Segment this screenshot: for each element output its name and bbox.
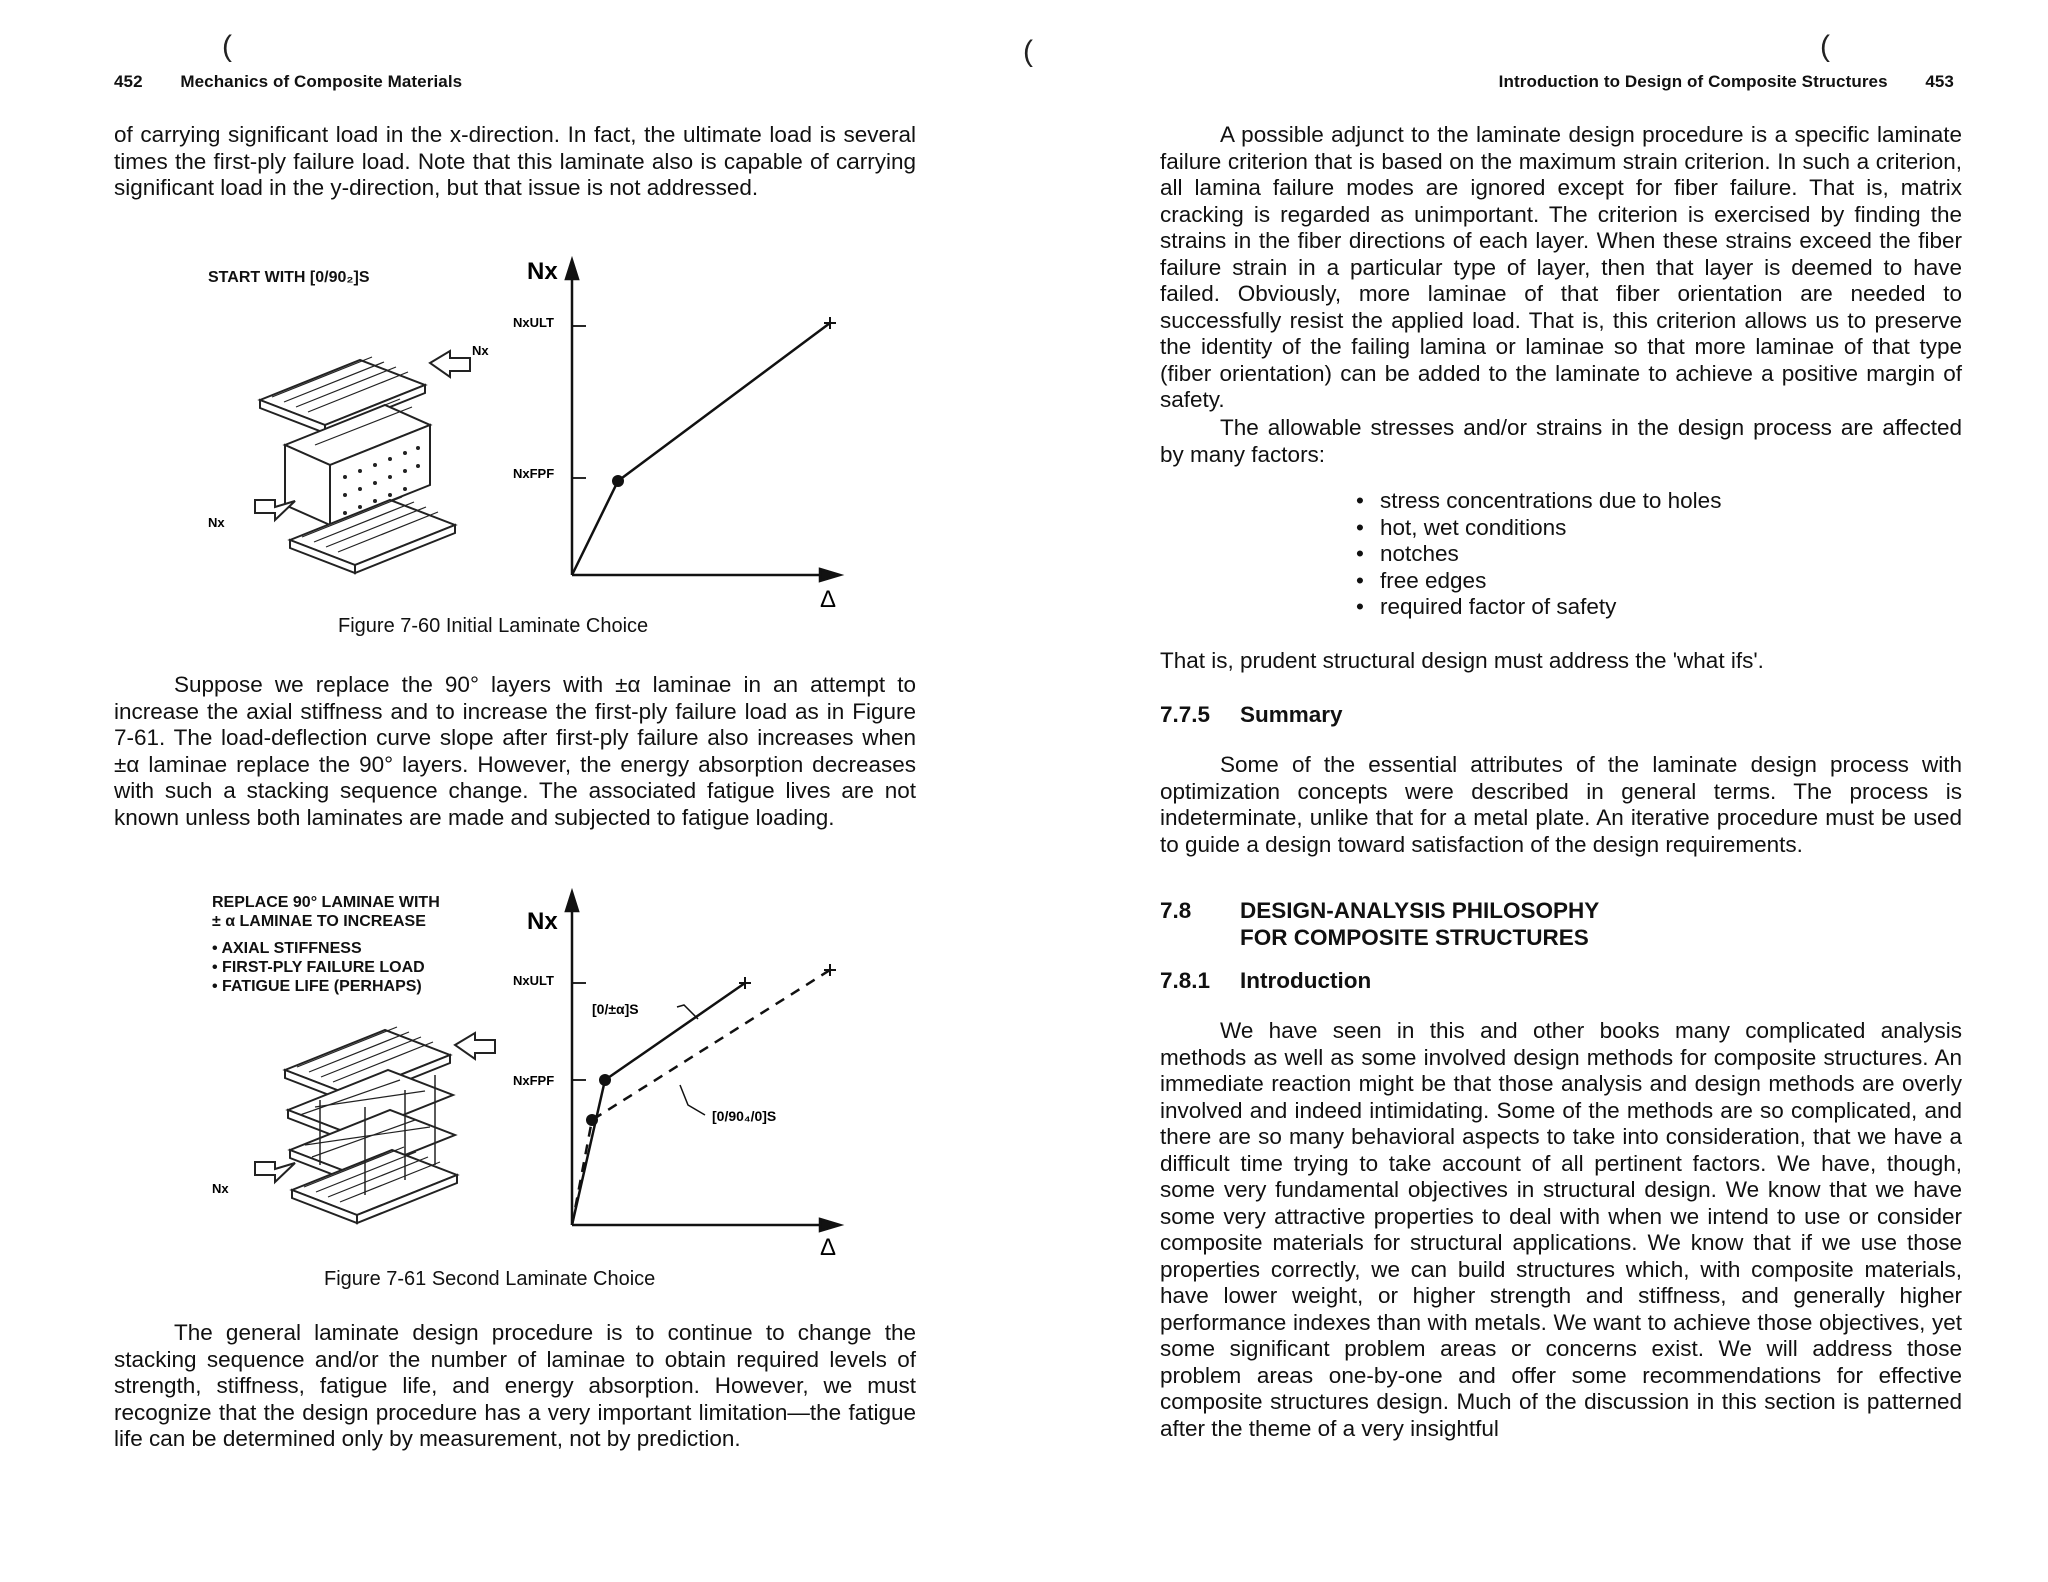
figure-61 [200, 895, 860, 1261]
list-item: • free edges [1356, 568, 1721, 595]
paragraph-what-ifs: That is, prudent structural design must address the 'what ifs'. [1160, 648, 1764, 673]
nx-axis-label-61: Nx [527, 908, 558, 935]
laminate-stack-61 [285, 1027, 457, 1223]
curve-solid [572, 983, 745, 1225]
load-arrow-left [255, 500, 295, 520]
paragraph-bottom: The general laminate design procedure is to continue to change the stacking sequence and/or the number of laminae to obtain required levels of strength, stiffness, fatigue life, and energy absorption. However, we must recognize that the design procedure has a very important limitation—the fatigue life can be determined only by measurement, not by prediction. [114, 1320, 916, 1451]
curve-solid-label: [0/±α]S [592, 1001, 639, 1017]
page-header-right [1499, 72, 1954, 92]
delta-label: Δ [820, 586, 837, 613]
fpf-point-solid [599, 1074, 611, 1086]
list-item: • stress concentrations due to holes [1356, 488, 1721, 515]
figure-60-caption: Figure 7-60 Initial Laminate Choice [338, 615, 649, 637]
factors-list [1356, 488, 1721, 621]
paragraph-summary: Some of the essential attributes of the laminate design process with optimization concepts were described in general terms. The process is indeterminate, unlike that for a metal plate. An iterative procedure must be used to guide a design toward satisfaction of the design requirements. [1160, 752, 1962, 857]
fpf-point-dashed [586, 1114, 598, 1126]
delta-label-61: Δ [820, 1234, 837, 1261]
page-number: 452 [114, 72, 143, 91]
figure-60 [200, 255, 860, 613]
load-arrow-right-61 [455, 1033, 495, 1059]
nx-fpf-label: NxFPF [513, 466, 555, 481]
laminate-stack-60 [260, 357, 455, 573]
nx-ult-label-61: NxULT [513, 973, 554, 988]
nx-fpf-label-61: NxFPF [513, 1073, 555, 1088]
curve-dashed-label: [0/90₄/0]S [712, 1108, 777, 1124]
load-arrow-right [430, 351, 470, 377]
paragraph-introduction: We have seen in this and other books many complicated analysis methods as well as some involved design methods for composite structures. An immediate reaction might be that those analysis and design methods are overly involved and indeed intimidating. Some of the methods are so complicated, and there are so many behavioral aspects to take into consideration, that we have a difficult time trying to take account of all pertinent factors. We have, though, some very fundamental objectives in structural design. We know that we have some very attractive properties to deal with when we intend to use or consider composite materials for structural applications. We know that if we use those properties correctly, we can build structures which, with composite materials, have lower weight, or higher strength and stiffness, and generally higher performance indexes than with metals. We want to achieve those objectives, yet some significant problem areas or concerns exist. We will address those problem areas one-by-one and offer some recommendations for effective composite structures design. Much of the discussion in this section is patterned after the theme of a very insightful [1160, 1018, 1962, 1441]
running-head: Introduction to Design of Composite Structures [1498, 72, 1888, 91]
running-head: Mechanics of Composite Materials [180, 72, 463, 91]
section-heading-7-8: 7.8 DESIGN-ANALYSIS PHILOSOPHY FOR COMPOSITE STRUCTURES [1160, 898, 1600, 950]
nx-ult-label: NxULT [513, 315, 554, 330]
scan-bracket-mark: ( [222, 30, 232, 63]
page-header-left [114, 72, 462, 92]
section-heading-7-7-5: 7.7.5 Summary [1160, 702, 1343, 727]
chart-61 [566, 892, 840, 1231]
first-ply-failure-point [612, 475, 624, 487]
paragraph-allowable: The allowable stresses and/or strains in the design process are affected by many factors: [1160, 415, 1962, 467]
nx-axis-label: Nx [527, 258, 558, 285]
figure-60-note: START WITH [0/90₂]S [208, 269, 370, 286]
paragraph-top: of carrying significant load in the x-direction. In fact, the ultimate load is several times the first-ply failure load. Note that this laminate also is capable of carrying significant load in the y-direction, but that issue is not addressed. [114, 122, 916, 200]
load-label-left: Nx [208, 515, 225, 530]
load-label-right: Nx [472, 343, 489, 358]
figure-61-note: REPLACE 90° LAMINAE WITH ± α LAMINAE TO INCREASE • AXIAL STIFFNESS • FIRST-PLY FAILURE LOAD • FATIGUE LIFE (PERHAPS) [212, 894, 440, 995]
right-page [1020, 0, 2048, 1582]
load-label-left-61: Nx [212, 1181, 229, 1196]
figure-61-caption: Figure 7-61 Second Laminate Choice [324, 1268, 656, 1290]
page-number: 453 [1925, 72, 1954, 91]
paragraph-middle: Suppose we replace the 90° layers with ±α laminae in an attempt to increase the axial stiffness and to increase the first-ply failure load as in Figure 7-61. The load-deflection curve slope after first-ply failure also increases when ±α laminae replace the 90° layers. However, the energy absorption decreases with such a stacking sequence change. The associated fatigue lives are not known unless both laminates are made and subjected to fatigue loading. [114, 672, 916, 830]
section-heading-7-8-1: 7.8.1 Introduction [1160, 968, 1372, 993]
left-page [0, 0, 1020, 1582]
load-arrow-left-61 [255, 1162, 295, 1182]
chart-60 [566, 260, 840, 581]
scan-bracket-mark: ( [1023, 35, 1033, 68]
list-item: • required factor of safety [1356, 594, 1721, 621]
paragraph-criterion: A possible adjunct to the laminate design procedure is a specific laminate failure criterion that is based on the maximum strain criterion. In such a criterion, all lamina failure modes are ignored except for fiber failure. That is, matrix cracking is regarded as unimportant. The criterion is exercised by finding the strains in the fiber directions of each layer. When these strains exceed the fiber failure strain in a particular type of layer, then that layer is deemed to have failed. Obviously, more laminae of that fiber orientation are needed to successfully resist the applied load. That is, this criterion allows us to preserve the identity of the failing lamina or laminae so that more laminae of that type (fiber orientation) can be added to the laminate to achieve a positive margin of safety. [1160, 122, 1962, 412]
scan-bracket-mark: ( [1820, 30, 1830, 63]
list-item: • hot, wet conditions [1356, 515, 1721, 542]
list-item: • notches [1356, 541, 1721, 568]
